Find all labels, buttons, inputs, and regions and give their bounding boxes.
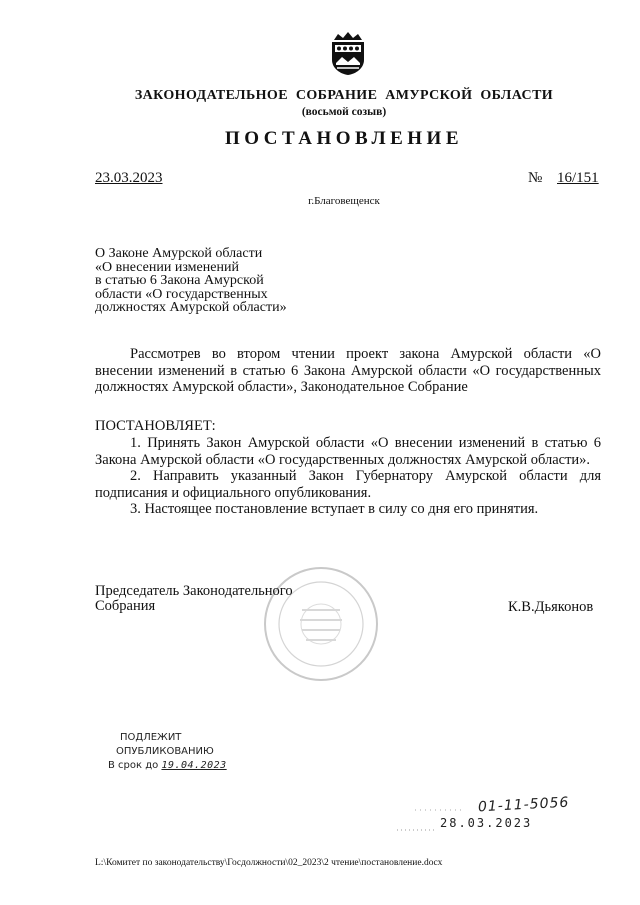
deadline-value: 19.04.2023 [161, 760, 227, 771]
number-label: № [528, 170, 543, 186]
resolution-item: 1. Принять Закон Амурской области «О внесении изменений в статью 6 Закона Амурской области «О государственных должностях Амурской области». [95, 435, 601, 468]
position-line: Собрания [95, 598, 156, 614]
registration-number: 01-11-5056 [477, 794, 570, 816]
publication-stamp [108, 731, 227, 773]
subject-line: должностях Амурской области» [95, 300, 287, 315]
signatory-position [95, 584, 293, 614]
file-path-footer: L:\Комитет по законодательству\Госдолжности\02_2023\2 чтение\постановление.docx [95, 858, 443, 868]
document-date: 23.03.2023 [95, 170, 163, 186]
document-number: 16/151 [557, 170, 599, 186]
subject-line: О Законе Амурской области [95, 246, 263, 261]
document-type-title: ПОСТАНОВЛЕНИЕ [224, 128, 464, 149]
deadline-label: В срок до [108, 760, 159, 771]
organization-title: ЗАКОНОДАТЕЛЬНОЕ СОБРАНИЕ АМУРСКОЙ ОБЛАСТИ [134, 88, 554, 103]
publication-stamp-line: ОПУБЛИКОВАНИЮ [116, 746, 214, 757]
subject-line: области «О государственных [95, 286, 268, 302]
preamble-paragraph: Рассмотрев во втором чтении проект закона Амурской области «О внесении изменений в статью 6 Закона Амурской области «О государственных должностях Амурской области», Законодательное Собрание [95, 346, 601, 395]
city-label: г.Благовещенск [308, 195, 380, 207]
position-line: Председатель Законодательного [95, 583, 293, 599]
publication-deadline [108, 759, 227, 773]
resolution-items [95, 435, 601, 518]
resolve-heading: ПОСТАНОВЛЯЕТ: [95, 418, 216, 434]
subject-line: «О внесении изменений [95, 259, 239, 275]
document-subject [95, 247, 287, 315]
signatory-name: К.В.Дьяконов [508, 599, 594, 615]
coat-of-arms-icon [328, 30, 368, 76]
resolution-item: 3. Настоящее постановление вступает в силу со дня его принятия. [130, 501, 539, 517]
resolution-item: 2. Направить указанный Закон Губернатору Амурской области для подписания и официального опубликования. [95, 468, 601, 501]
publication-stamp-line: ПОДЛЕЖИТ [120, 732, 182, 743]
convocation-label: (восьмой созыв) [301, 106, 387, 118]
subject-line: в статью 6 Закона Амурской [95, 273, 264, 288]
registration-date: 28.03.2023 [440, 816, 533, 830]
